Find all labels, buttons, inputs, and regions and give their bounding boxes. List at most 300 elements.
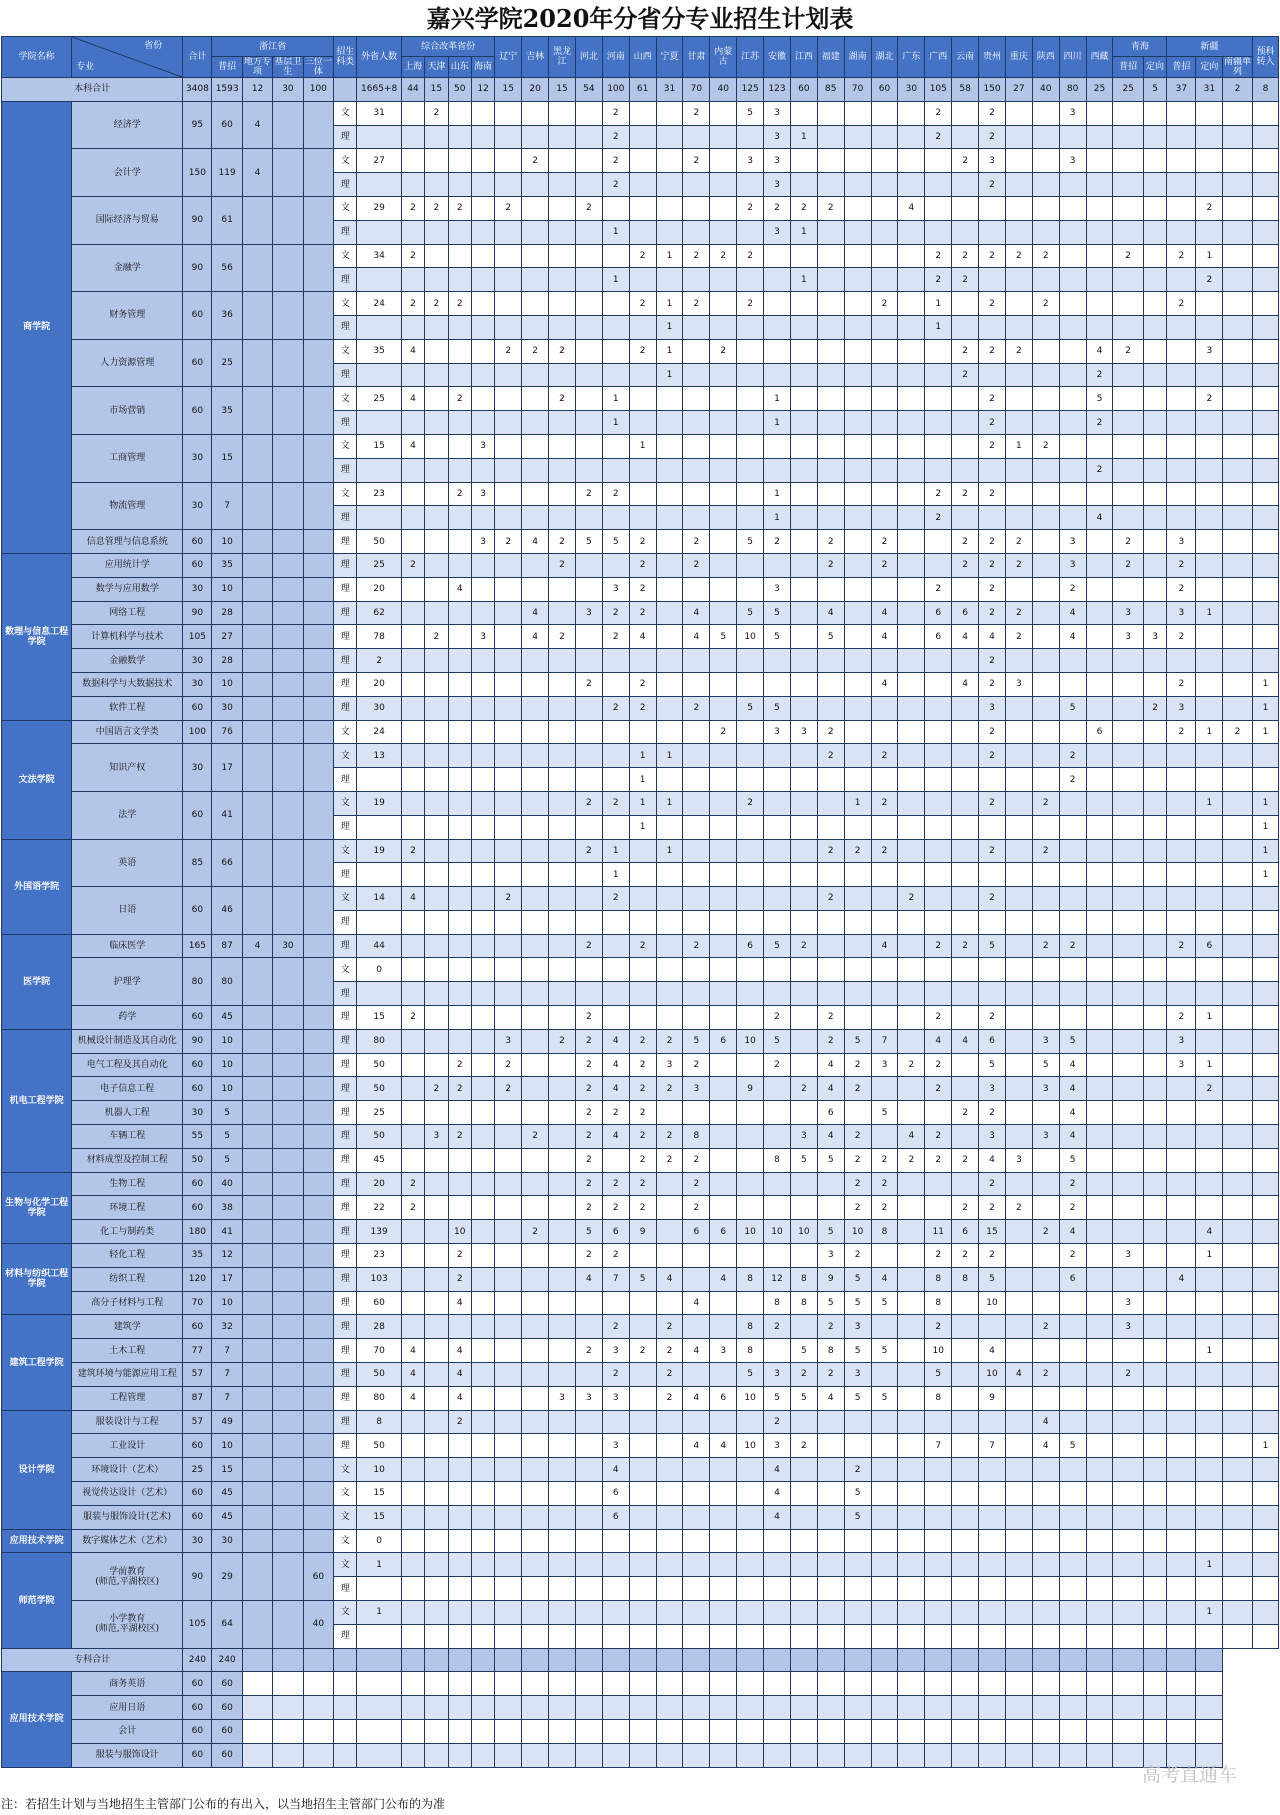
zhejiang-count: 5 <box>212 1148 242 1172</box>
footnote: 注：若招生计划与当地招生主管部门公布的有出入，以当地招生主管部门公布的为准 <box>1 1797 446 1811</box>
province-count-cell <box>1223 1077 1252 1101</box>
header-province: 宁夏 <box>656 37 683 78</box>
province-count-cell: 2 <box>602 625 629 649</box>
province-count-cell <box>495 292 522 316</box>
zhejiang-count <box>242 1125 272 1149</box>
empty-cell <box>1032 1743 1059 1767</box>
province-count-cell <box>602 1291 629 1315</box>
province-count-cell <box>602 506 629 530</box>
major-name: 工业设计 <box>72 1434 183 1458</box>
zhejiang-count: 10 <box>212 1434 242 1458</box>
province-count-cell <box>1113 910 1143 934</box>
header-zhejiang-sub: 三位一体 <box>304 57 332 77</box>
zhejiang-count <box>242 1196 272 1220</box>
empty-cell <box>602 1719 629 1743</box>
province-count-cell <box>425 744 448 768</box>
province-count-cell <box>656 125 683 149</box>
province-count-cell <box>522 292 549 316</box>
province-count-cell <box>656 649 683 673</box>
empty-cell <box>242 1648 272 1672</box>
province-count-cell <box>471 125 494 149</box>
province-count-cell <box>522 649 549 673</box>
province-count-cell <box>471 863 494 887</box>
province-count-cell <box>1113 387 1143 411</box>
province-count-cell: 2 <box>575 1196 602 1220</box>
province-count-cell <box>629 149 656 173</box>
province-count-cell <box>522 1386 549 1410</box>
province-count-cell <box>656 887 683 911</box>
zhejiang-count <box>242 1458 272 1482</box>
zhejiang-count: 28 <box>212 601 242 625</box>
province-count-cell <box>425 1410 448 1434</box>
province-count-cell <box>871 101 898 125</box>
province-count-cell <box>495 149 522 173</box>
province-count-cell <box>952 1291 979 1315</box>
province-count-cell <box>1113 1053 1143 1077</box>
province-count-cell <box>1005 1053 1032 1077</box>
zhejiang-count <box>242 339 272 387</box>
province-count-cell: 4 <box>448 1339 471 1363</box>
province-count-cell <box>764 649 791 673</box>
major-name: 会计 <box>72 1719 183 1743</box>
province-count-cell <box>790 768 817 792</box>
province-count-cell <box>656 577 683 601</box>
province-count-cell <box>898 982 925 1006</box>
province-count-cell: 1 <box>656 244 683 268</box>
province-count-cell <box>401 672 424 696</box>
zhejiang-count: 10 <box>212 530 242 554</box>
province-count-cell: 6 <box>952 1220 979 1244</box>
empty-cell <box>817 1719 844 1743</box>
province-count-cell <box>925 672 952 696</box>
outer-count-cell: 44 <box>357 934 401 958</box>
zhejiang-count <box>273 1244 303 1268</box>
province-count-cell <box>1032 1291 1059 1315</box>
province-count-cell <box>522 434 549 458</box>
province-count-cell: 2 <box>602 1196 629 1220</box>
total-cell: 37 <box>1167 78 1196 102</box>
category-cell: 理 <box>334 1125 357 1149</box>
province-count-cell <box>471 1125 494 1149</box>
province-count-cell <box>448 1553 471 1577</box>
empty-cell <box>656 1648 683 1672</box>
province-count-cell <box>979 863 1006 887</box>
province-count-cell <box>549 1505 576 1529</box>
province-count-cell <box>710 1148 737 1172</box>
category-cell: 理 <box>334 1172 357 1196</box>
province-count-cell <box>602 982 629 1006</box>
plan-table-wrapper <box>1 36 1279 1768</box>
province-count-cell <box>1113 720 1143 744</box>
major-name: 应用日语 <box>72 1696 183 1720</box>
zhejiang-count: 10 <box>212 672 242 696</box>
province-count-cell <box>1196 411 1223 435</box>
province-count-cell <box>1223 1244 1252 1268</box>
province-count-cell <box>448 1505 471 1529</box>
province-count-cell <box>1032 1172 1059 1196</box>
province-count-cell <box>629 863 656 887</box>
province-count-cell <box>401 625 424 649</box>
province-count-cell <box>1005 482 1032 506</box>
province-count-cell: 2 <box>448 1077 471 1101</box>
province-count-cell <box>1059 387 1086 411</box>
province-count-cell: 1 <box>629 434 656 458</box>
province-count-cell <box>471 1315 494 1339</box>
province-count-cell: 4 <box>817 1053 844 1077</box>
province-count-cell <box>471 1148 494 1172</box>
province-count-cell: 5 <box>844 1386 871 1410</box>
province-count-cell <box>1196 696 1223 720</box>
province-count-cell <box>1032 577 1059 601</box>
province-count-cell <box>495 1339 522 1363</box>
province-count-cell <box>602 458 629 482</box>
province-count-cell: 5 <box>979 934 1006 958</box>
province-count-cell <box>1143 791 1166 815</box>
province-count-cell <box>656 815 683 839</box>
province-count-cell <box>1143 1244 1166 1268</box>
province-count-cell <box>710 839 737 863</box>
province-count-cell <box>1167 1458 1196 1482</box>
province-count-cell: 2 <box>737 791 764 815</box>
province-count-cell <box>495 934 522 958</box>
province-count-cell <box>952 1577 979 1601</box>
province-count-cell <box>1196 887 1223 911</box>
major-name: 工商管理 <box>72 434 183 482</box>
total-cell: 50 <box>448 78 471 102</box>
province-count-cell <box>1143 1529 1166 1553</box>
province-count-cell <box>710 1125 737 1149</box>
province-count-cell <box>1113 1505 1143 1529</box>
table-row <box>2 1505 1279 1529</box>
province-count-cell <box>683 363 710 387</box>
province-count-cell <box>1196 1577 1223 1601</box>
zhejiang-count <box>273 1196 303 1220</box>
province-count-cell <box>401 101 424 125</box>
province-count-cell <box>471 387 494 411</box>
province-count-cell <box>1086 1529 1113 1553</box>
zhejiang-count <box>303 1386 333 1410</box>
province-count-cell <box>1086 1505 1113 1529</box>
province-count-cell: 2 <box>602 173 629 197</box>
province-count-cell: 1 <box>1196 1601 1223 1625</box>
province-count-cell <box>471 934 494 958</box>
zhejiang-count: 25 <box>212 339 242 387</box>
empty-cell <box>656 1696 683 1720</box>
zhejiang-count: 60 <box>212 1719 242 1743</box>
province-count-cell: 2 <box>844 1125 871 1149</box>
province-count-cell <box>1113 958 1143 982</box>
province-count-cell <box>790 1458 817 1482</box>
province-count-cell <box>549 863 576 887</box>
province-count-cell: 2 <box>629 696 656 720</box>
province-count-cell <box>425 1053 448 1077</box>
province-count-cell: 5 <box>575 1220 602 1244</box>
province-count-cell <box>549 506 576 530</box>
province-count-cell <box>1223 601 1252 625</box>
province-count-cell <box>710 434 737 458</box>
province-count-cell <box>871 387 898 411</box>
province-count-cell <box>1059 196 1086 220</box>
province-count-cell <box>1005 1220 1032 1244</box>
province-count-cell: 2 <box>602 791 629 815</box>
zhejiang-count <box>242 1172 272 1196</box>
province-count-cell <box>737 268 764 292</box>
province-count-cell <box>1005 292 1032 316</box>
province-count-cell <box>1143 1315 1166 1339</box>
province-count-cell <box>1113 1006 1143 1030</box>
province-count-cell <box>401 1101 424 1125</box>
province-count-cell <box>737 553 764 577</box>
category-cell: 文 <box>334 482 357 506</box>
province-count-cell: 5 <box>764 1386 791 1410</box>
province-count-cell: 1 <box>1252 1434 1279 1458</box>
empty-cell <box>471 1696 494 1720</box>
province-count-cell <box>425 672 448 696</box>
province-count-cell <box>1032 1386 1059 1410</box>
province-count-cell <box>790 506 817 530</box>
province-count-cell: 2 <box>1196 387 1223 411</box>
province-count-cell <box>522 577 549 601</box>
province-count-cell <box>1143 1029 1166 1053</box>
province-count-cell: 2 <box>925 1053 952 1077</box>
province-count-cell: 2 <box>979 720 1006 744</box>
empty-cell <box>898 1743 925 1767</box>
province-count-cell: 2 <box>844 1244 871 1268</box>
province-count-cell <box>425 1363 448 1387</box>
province-count-cell <box>656 1553 683 1577</box>
header-province: 广东 <box>898 37 925 78</box>
empty-cell <box>1167 1696 1196 1720</box>
province-count-cell <box>448 268 471 292</box>
province-count-cell <box>952 1624 979 1648</box>
empty-cell <box>1196 1648 1223 1672</box>
zhejiang-count: 5 <box>212 1125 242 1149</box>
province-count-cell <box>575 1601 602 1625</box>
province-count-cell <box>1223 1267 1252 1291</box>
province-count-cell <box>790 1196 817 1220</box>
table-row <box>2 1434 1279 1458</box>
outer-count-cell: 1 <box>357 1553 401 1577</box>
province-count-cell <box>844 768 871 792</box>
province-count-cell <box>817 958 844 982</box>
empty-cell <box>401 1719 424 1743</box>
major-total: 150 <box>183 149 212 197</box>
province-count-cell: 4 <box>602 1458 629 1482</box>
province-count-cell <box>471 411 494 435</box>
province-count-cell <box>1143 958 1166 982</box>
province-count-cell <box>549 1267 576 1291</box>
province-count-cell: 4 <box>602 1029 629 1053</box>
province-count-cell <box>575 958 602 982</box>
province-count-cell <box>1167 101 1196 125</box>
province-count-cell: 2 <box>495 196 522 220</box>
province-count-cell <box>522 887 549 911</box>
province-count-cell <box>817 363 844 387</box>
outer-count-cell: 50 <box>357 1077 401 1101</box>
province-count-cell <box>629 101 656 125</box>
province-count-cell <box>683 1601 710 1625</box>
province-count-cell <box>844 887 871 911</box>
province-count-cell <box>1223 315 1252 339</box>
province-count-cell <box>898 1315 925 1339</box>
province-count-cell: 6 <box>710 1029 737 1053</box>
province-count-cell: 8 <box>790 1291 817 1315</box>
zhejiang-count: 119 <box>212 149 242 197</box>
province-count-cell <box>683 434 710 458</box>
province-count-cell <box>522 1577 549 1601</box>
province-count-cell <box>1086 744 1113 768</box>
empty-cell <box>448 1648 471 1672</box>
province-count-cell: 4 <box>1086 339 1113 363</box>
province-count-cell: 4 <box>979 625 1006 649</box>
category-cell: 理 <box>334 672 357 696</box>
province-count-cell: 2 <box>1032 244 1059 268</box>
college-name: 机电工程学院 <box>2 1029 72 1172</box>
province-count-cell: 4 <box>1086 506 1113 530</box>
province-count-cell <box>1113 506 1143 530</box>
province-count-cell <box>817 1196 844 1220</box>
province-count-cell <box>1143 1482 1166 1506</box>
province-count-cell <box>448 601 471 625</box>
header-total: 合计 <box>183 37 212 78</box>
province-count-cell <box>425 1577 448 1601</box>
province-count-cell <box>1113 1220 1143 1244</box>
province-count-cell <box>1086 958 1113 982</box>
undergrad-total-label: 本科合计 <box>2 78 183 102</box>
province-count-cell <box>683 958 710 982</box>
province-count-cell <box>710 196 737 220</box>
province-count-cell <box>737 649 764 673</box>
province-count-cell <box>1086 434 1113 458</box>
header-category: 招生科类 <box>334 37 357 78</box>
college-name: 数理与信息工程学院 <box>2 553 72 720</box>
province-count-cell: 2 <box>979 434 1006 458</box>
zhejiang-count <box>303 601 333 625</box>
province-count-cell <box>1252 1006 1279 1030</box>
province-count-cell <box>1167 506 1196 530</box>
province-count-cell <box>575 1291 602 1315</box>
province-count-cell <box>790 672 817 696</box>
province-count-cell <box>737 1601 764 1625</box>
zhejiang-count <box>303 292 333 340</box>
zhejiang-count <box>303 1529 333 1553</box>
province-count-cell: 2 <box>925 1077 952 1101</box>
province-count-cell <box>1143 244 1166 268</box>
province-count-cell <box>495 1148 522 1172</box>
province-count-cell: 4 <box>871 934 898 958</box>
province-count-cell <box>764 1196 791 1220</box>
province-count-cell: 2 <box>710 244 737 268</box>
province-count-cell: 4 <box>448 1386 471 1410</box>
province-count-cell: 2 <box>925 506 952 530</box>
vocational-total-label: 专科合计 <box>2 1648 183 1672</box>
province-count-cell <box>401 696 424 720</box>
major-total: 60 <box>183 887 212 935</box>
zhejiang-count <box>273 649 303 673</box>
province-count-cell: 2 <box>401 196 424 220</box>
province-count-cell <box>871 1006 898 1030</box>
province-count-cell: 2 <box>1059 934 1086 958</box>
province-count-cell <box>1086 173 1113 197</box>
province-count-cell <box>1005 1077 1032 1101</box>
province-count-cell: 4 <box>952 625 979 649</box>
province-count-cell <box>764 1101 791 1125</box>
outer-count-cell: 34 <box>357 244 401 268</box>
province-count-cell <box>764 268 791 292</box>
province-count-cell: 2 <box>925 1125 952 1149</box>
province-count-cell <box>425 434 448 458</box>
province-count-cell <box>979 506 1006 530</box>
category-cell: 理 <box>334 649 357 673</box>
province-count-cell <box>425 720 448 744</box>
outer-count-cell: 31 <box>357 101 401 125</box>
province-count-cell <box>425 1244 448 1268</box>
province-count-cell <box>425 553 448 577</box>
province-count-cell <box>522 672 549 696</box>
province-count-cell <box>817 1577 844 1601</box>
province-count-cell <box>844 1410 871 1434</box>
province-count-cell <box>656 196 683 220</box>
province-count-cell <box>549 1529 576 1553</box>
empty-cell <box>471 1743 494 1767</box>
table-row <box>2 292 1279 316</box>
outer-count-cell: 25 <box>357 1101 401 1125</box>
empty-cell <box>448 1696 471 1720</box>
province-count-cell <box>656 910 683 934</box>
category-cell: 文 <box>334 1482 357 1506</box>
empty-cell <box>273 1743 303 1767</box>
province-count-cell: 2 <box>871 1172 898 1196</box>
province-count-cell <box>764 1624 791 1648</box>
province-count-cell: 3 <box>764 1363 791 1387</box>
province-count-cell <box>1223 1291 1252 1315</box>
header-xinjiang-sub: 南疆单列 <box>1223 57 1251 77</box>
header-preparatory: 预科转入 <box>1252 37 1279 78</box>
province-count-cell <box>602 744 629 768</box>
zhejiang-count <box>273 1101 303 1125</box>
province-count-cell <box>1086 1244 1113 1268</box>
province-count-cell <box>737 887 764 911</box>
zhejiang-count <box>242 434 272 482</box>
province-count-cell <box>1196 220 1223 244</box>
province-count-cell: 2 <box>764 1006 791 1030</box>
province-count-cell <box>1252 530 1279 554</box>
major-name: 药学 <box>72 1006 183 1030</box>
province-count-cell: 5 <box>844 1339 871 1363</box>
province-count-cell <box>925 363 952 387</box>
province-count-cell: 2 <box>1059 1244 1086 1268</box>
province-count-cell: 2 <box>575 1006 602 1030</box>
empty-cell <box>790 1696 817 1720</box>
province-count-cell: 1 <box>1252 720 1279 744</box>
province-count-cell: 9 <box>737 1077 764 1101</box>
province-count-cell <box>710 411 737 435</box>
province-count-cell: 3 <box>764 1434 791 1458</box>
province-count-cell: 10 <box>925 1339 952 1363</box>
header-province: 福建 <box>817 37 844 78</box>
province-count-cell <box>522 101 549 125</box>
province-count-cell <box>522 1053 549 1077</box>
zhejiang-count: 40 <box>212 1172 242 1196</box>
province-count-cell <box>495 863 522 887</box>
province-count-cell <box>549 1482 576 1506</box>
empty-cell <box>242 1672 272 1696</box>
province-count-cell <box>979 1624 1006 1648</box>
province-count-cell <box>1223 434 1252 458</box>
province-count-cell <box>790 173 817 197</box>
province-count-cell <box>1143 506 1166 530</box>
province-count-cell <box>1223 125 1252 149</box>
